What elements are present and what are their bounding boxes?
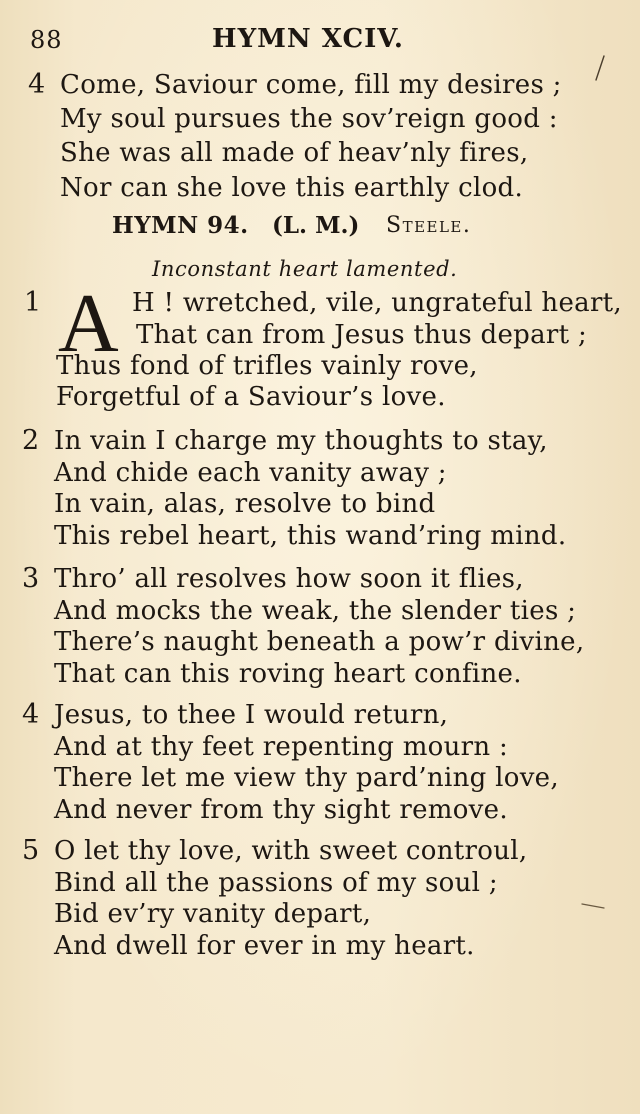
- verse-line: This rebel heart, this wand’ring mind.: [54, 521, 567, 551]
- verse-line: And never from thy sight remove.: [54, 795, 508, 825]
- page-header: [0, 22, 640, 58]
- verse-line: Nor can she love this earthly clod.: [60, 173, 524, 203]
- verse-line: O let thy love, with sweet controul,: [54, 836, 528, 866]
- hymn-meter: (L. M.): [272, 212, 360, 239]
- verse-line: My soul pursues the sov’reign good :: [60, 104, 558, 134]
- ink-dash-mark: [574, 896, 614, 916]
- verse-number: 5: [22, 835, 40, 866]
- verse-line: Forgetful of a Saviour’s love.: [56, 382, 446, 412]
- verse-line: H ! wretched, vile, ungrateful heart,: [132, 288, 622, 318]
- verse-line: Bind all the passions of my soul ;: [54, 868, 498, 898]
- verse-number: 2: [22, 425, 40, 456]
- verse-line: Thro’ all resolves how soon it flies,: [54, 564, 524, 594]
- verse-line: And dwell for ever in my heart.: [54, 931, 475, 961]
- verse-line: And chide each vanity away ;: [54, 458, 447, 488]
- verse-number: 4: [28, 69, 46, 100]
- drop-capital: A: [58, 277, 119, 370]
- verse-number: 4: [22, 699, 40, 730]
- running-title: HYMN XCIV.: [212, 24, 404, 54]
- verse-line: Bid ev’ry vanity depart,: [54, 899, 372, 929]
- hymn-heading: [0, 212, 640, 246]
- verse-line: In vain I charge my thoughts to stay,: [54, 426, 548, 456]
- page-number: 88: [30, 26, 63, 54]
- verse-line: And at thy feet repenting mourn :: [54, 732, 509, 762]
- verse-line: Jesus, to thee I would return,: [54, 700, 449, 730]
- verse-line: She was all made of heav’nly fires,: [60, 138, 529, 168]
- verse-line: That can this roving heart confine.: [54, 659, 522, 689]
- hymn-author: Steele.: [386, 213, 472, 238]
- ink-stroke-mark: [590, 52, 614, 86]
- verse-number: 3: [22, 563, 40, 594]
- verse-line: That can from Jesus thus depart ;: [136, 320, 588, 350]
- verse-line: And mocks the weak, the slender ties ;: [54, 596, 577, 626]
- verse-number: 1: [24, 287, 42, 318]
- verse-line: Come, Saviour come, fill my desires ;: [60, 70, 562, 100]
- hymn-title: HYMN 94.: [112, 212, 249, 239]
- verse-line: There let me view thy pard’ning love,: [54, 763, 559, 793]
- verse-line: There’s naught beneath a pow’r divine,: [54, 627, 585, 657]
- verse-line: Thus fond of trifles vainly rove,: [56, 351, 478, 381]
- hymn-subtitle: Inconstant heart lamented.: [152, 257, 458, 281]
- verse-line: In vain, alas, resolve to bind: [54, 489, 436, 519]
